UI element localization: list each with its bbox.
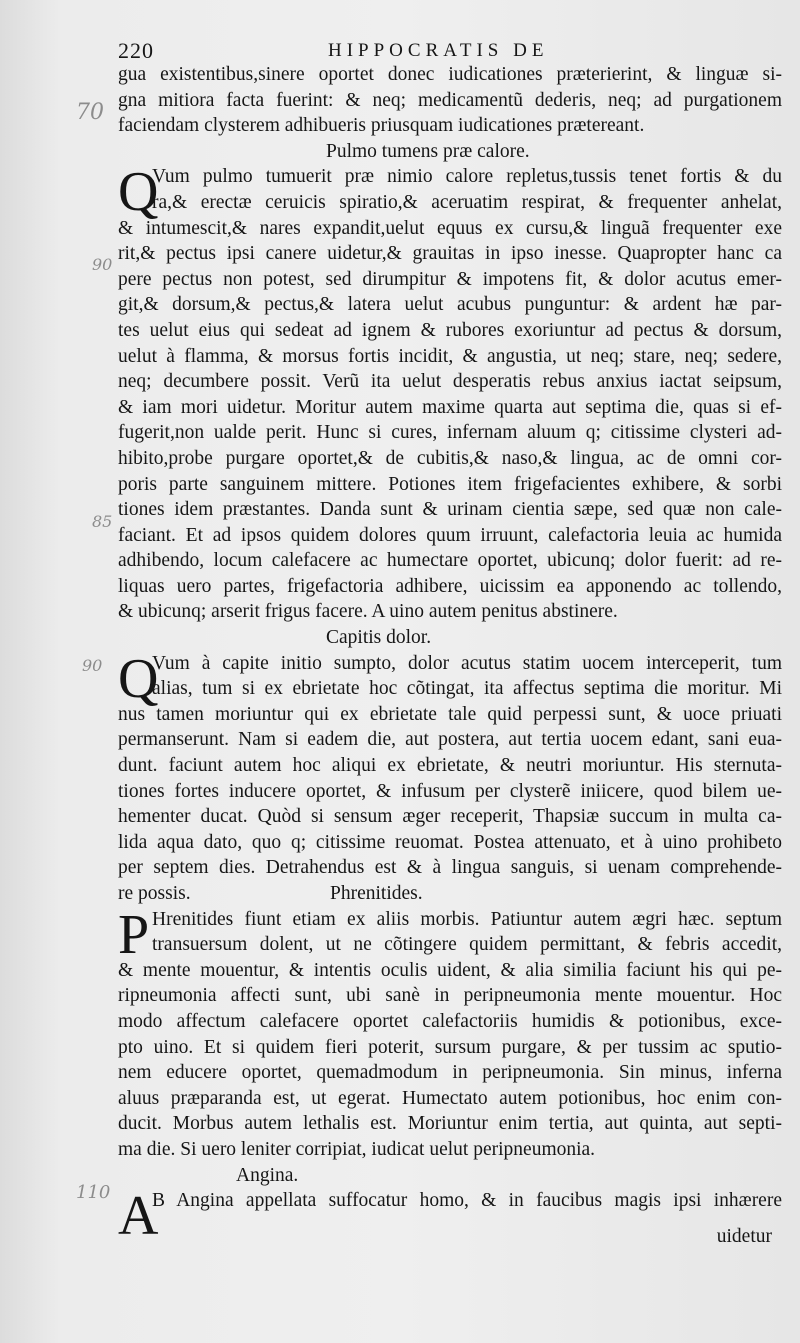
margin-note: 70 [76,100,104,125]
section-heading: Pulmo tumens præ calore. [326,140,530,162]
margin-note: 85 [92,512,113,531]
text-line: neq; decumbere possit. Verũ ita uelut desperatis rebus anxius iactat seipsum, [118,371,782,393]
section-phrenitides [118,903,782,1163]
text-line: & mente mouentur, & intentis oculis uident, & alia similia faciunt his qui pe- [118,959,782,981]
text-line: & ubicunq; arserit frigus facere. A uino autem penitus abstinere. [118,601,618,623]
text-line: re possis. [118,883,191,904]
margin-note: 90 [82,656,103,675]
page-header [118,38,718,64]
text-line: pere pectus non potest, sed dirumpitur & impotens fit, & dolor acutus emer- [118,268,782,290]
page-number: 220 [118,38,154,63]
section-capitis [118,647,782,881]
text-line: lida aqua dato, quo q; citissime reuomat. Postea attenuato, et à uino prohibeto [118,831,782,853]
text-line: Vum à capite initio sumpto, dolor acutus statim uocem interceperit, tum [152,652,782,674]
section-heading: Angina. [236,1164,299,1186]
text-line: adhibendo, locum calefacere ac humectare oportet, ubicunq; dolor fuerit: ad re- [118,550,782,572]
text-line: per septem dies. Detrahendus est & à lingua sanguis, si uenam comprehende- [118,857,782,879]
text-line: rit,& pectus ipsi canere uidetur,& grauitas in ipso inesse. Quapropter hanc ca [118,243,782,265]
text-line: git,& dorsum,& pectus,& latera uelut acubus punguntur: & ardent hæ par- [118,294,782,316]
text-line: dunt. faciunt autem hoc aliqui ex ebrietate, & neutri moriuntur. His sternuta- [118,755,782,777]
text-line: tiones fortes inducere oportet, & infusum per clysterẽ iniicere, quod bilem ue- [118,780,782,802]
text-line: B Angina appellata suffocatur homo, & in faucibus magis ipsi inhærere [152,1190,782,1212]
text-line: fugerit,non ualde perit. Hunc si cures, infernam aluum q; citissime clysteri ad- [118,422,782,444]
text-line: gna mitiora facta fuerint: & neq; medicamentũ dederis, neq; ad purgationem [118,89,782,111]
text-line: faciant. Et ad ipsos quidem dolores quum irruunt, calefactoria leuia ac humida [118,524,782,546]
margin-note: 90 [92,255,113,274]
text-line: nem educere oportet, quemadmodum in peripneumonia. Sin minus, inferna [118,1062,782,1084]
text-line: ra,& erectæ ceruicis spiratio,& aceruatim respirat, & frequenter anhelat, [152,191,782,213]
text-line: hibito,probe purgare oportet,& de cubitis,& naso,& lingua, ac de omni cor- [118,447,782,469]
text-line: faciendam clysterem adhibueris priusquam iudicationes prætereant. [118,115,645,137]
drop-cap: Q [118,161,159,224]
text-line: hementer ducat. Quòd si sensum æger receperit, Thapsiæ succum in multa ca- [118,806,782,828]
text-line: gua existentibus,sinere oportet donec iudicationes præterierint, & linguæ si- [118,64,782,85]
drop-cap: P [118,903,150,966]
text-line: ripneumonia affecti sunt, ubi sanè in peripneumonia mente mouentur. Hoc [118,985,782,1007]
text-line: modo affectum calefacere oportet calefactoriis humidis & potionibus, exce- [118,1010,782,1032]
text-line: Hrenitides fiunt etiam ex aliis morbis. Patiuntur autem ægri hæc. septum [152,908,782,930]
section-pulmo [118,161,782,625]
text-line: alias, tum si ex ebrietate hoc cõtingat, ita affectus septima die moritur. Mi [152,678,782,700]
text-line: ducit. Morbus autem lethalis est. Moriuntur enim tertia, aut quinta, aut septi- [118,1113,782,1135]
drop-cap: Q [118,647,159,710]
section-heading: Capitis dolor. [326,627,432,649]
text-line: permanserunt. Nam si eadem die, aut postera, aut tertia uocem edant, sani eua- [118,729,782,751]
heading-row [118,881,782,907]
body-text [118,62,782,1248]
text-line: Vum pulmo tumuerit præ nimio calore repletus,tussis tenet fortis & du [152,166,782,188]
section-heading: Phrenitides. [330,883,423,904]
catchword: uidetur [716,1226,772,1247]
text-line: pto uino. Et si quidem fieri poterit, sursum purgare, & per tussim ac sputio- [118,1036,782,1058]
text-line: tes uelut eius qui sedeat ad ignem & rubores exoriuntur ad pectus & dorsum, [118,319,782,341]
text-line: nus tamen moriuntur qui ex ebrietate tale quid perpessi sunt, & uoce priuati [118,703,782,725]
text-line: transuersum dolent, ut ne cõtingere quidem permittant, & febris accedit, [152,934,782,956]
margin-note: 110 [76,1182,111,1203]
text-line: ma die. Si uero leniter corripiat, iudicat uelut peripneumonia. [118,1138,596,1160]
text-line: & iam mori uidetur. Moritur autem maxime quarta aut septima die, quas si ef- [118,396,782,418]
text-line: aluus præparanda est, ut egerat. Humectato autem potionibus, hoc enim con- [118,1087,782,1109]
running-head: HIPPOCRATIS DE [328,40,549,61]
section-continuation [118,62,782,139]
text-line: poris parte sanguinem mittere. Potiones item frigefacientes exhibere, & sorbi [118,473,782,495]
text-line: liquas uero partes, frigefactoria adhibere, uicissim ea apponendo ac tollendo, [118,575,782,597]
text-line: & intumescit,& nares expandit,uelut equus ex cursu,& linguã frequenter exe [118,217,782,239]
drop-cap: A [118,1185,159,1248]
text-line: uelut à flamma, & morsus fortis incidit, & angustia, ut neq; stare, neq; sedere, [118,345,782,367]
text-line: tiones idem præstantes. Danda sunt & urinam cientia sæpe, sed quæ non cale- [118,499,782,521]
